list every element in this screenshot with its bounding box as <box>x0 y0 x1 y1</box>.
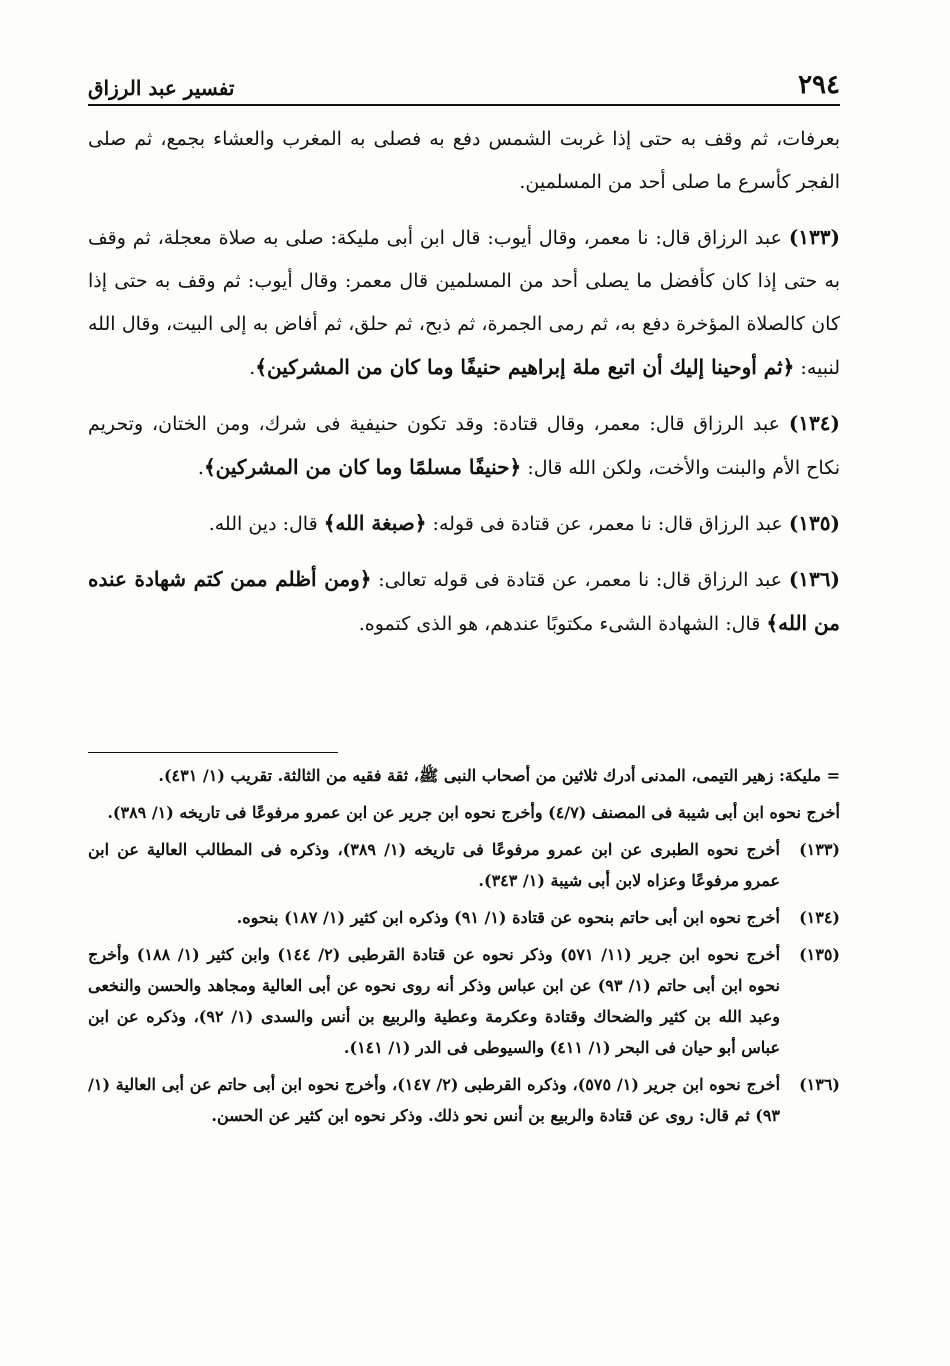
entry-after: قال: الشهادة الشىء مكتوبًا عندهم، هو الذى كتموه. <box>358 613 761 635</box>
entry-text: عبد الرزاق قال: نا معمر، عن قتادة فى قوله: <box>432 513 783 535</box>
entry-after: قال: دين الله. <box>208 513 318 535</box>
entry-number: (١٣٣) <box>788 225 840 249</box>
entry-133 <box>88 216 840 390</box>
book-page <box>88 0 840 1366</box>
footnote-label: (١٣٦) <box>799 1075 840 1094</box>
page-number: ٢٩٤ <box>798 70 840 100</box>
entry-136 <box>88 558 840 646</box>
footnote-divider <box>88 752 338 753</box>
entry-after: . <box>249 357 256 379</box>
footnote-text: أخرج نحوه ابن أبى شيبة فى المصنف (٤/٧) وأخرج نحوه ابن جرير عن ابن عمرو مرفوعًا فى تاريخه (١/ ٣٨٩). <box>107 803 840 822</box>
main-text <box>88 118 840 658</box>
footnote-text: أخرج نحوه ابن جرير (١١/ ٥٧١) وذكر نحوه عن قتادة القرطبى (٢/ ١٤٤) وابن كثير (١/ ١٨٨) وأخرج نحوه ابن أبى حاتم (١/ ٩٣) عن ابن عباس وذكر أنه روى نحوه عن أبى العالية ومجاهد والحسن والنخعى وعبد الله بن كثير والضحاك وقتادة وعكرمة وعطية والربيع بن أنس والسدى (١/ ٩٢)، وذكره عن ابن عباس أبو حيان فى البحر (١/ ٤١١) والسيوطى فى الدر (١/ ١٤١). <box>88 945 781 1057</box>
footnote-item <box>88 939 840 1063</box>
page-header <box>88 60 840 106</box>
footnote-item <box>88 902 840 933</box>
entry-text: عبد الرزاق قال: نا معمر، عن قتادة فى قوله تعالى: <box>378 569 783 591</box>
book-title: تفسير عبد الرزاق <box>88 76 235 100</box>
footnote-label: (١٣٤) <box>799 908 840 927</box>
quran-quote: ﴿صبغة الله﴾ <box>323 511 427 535</box>
quran-quote: ﴿ومن أظلم ممن كتم شهادة عنده من الله﴾ <box>88 567 840 635</box>
footnote-text: أخرج نحوه ابن جرير (١/ ٥٧٥)، وذكره القرطبى (٢/ ١٤٧)، وأخرج نحوه ابن أبى حاتم عن أبى العالية (١/ ٩٣) ثم قال: روى عن قتادة والربيع بن أنس نحو ذلك. وذكر نحوه ابن كثير عن الحسن. <box>88 1075 781 1125</box>
footnote-text: أخرج نحوه ابن أبى حاتم بنحوه عن قتادة (١/ ٩١) وذكره ابن كثير (١/ ١٨٧) بنحوه. <box>236 908 780 927</box>
footnote-label: (١٣٣) <box>799 840 840 859</box>
footnote-item <box>88 834 840 896</box>
entry-text: عبد الرزاق قال: نا معمر، وقال أيوب: قال ابن أبى مليكة: صلى به صلاة معجلة، ثم وقف به حتى إذا كان كأفضل ما يصلى أحد من المسلمين قال معمر: وقال أيوب: ثم وقف به حتى إذا كان كالصلاة المؤخرة دفع به، ثم رمى الجمرة، ثم ذبح، ثم حلق، ثم أفاض به إلى البيت، وقال الله لنبيه: <box>88 227 840 379</box>
footnote-item <box>88 760 840 791</box>
footnote-item <box>88 797 840 828</box>
footnote-text: أخرج نحوه الطبرى عن ابن عمرو مرفوعًا فى تاريخه (١/ ٣٨٩)، وذكره فى المطالب العالية عن ابن عمرو مرفوعًا وعزاه لابن أبى شيبة (١/ ٣٤٣). <box>88 840 780 890</box>
entry-number: (١٣٥) <box>788 511 840 535</box>
footnote-label: (١٣٥) <box>799 945 840 964</box>
entry-number: (١٣٤) <box>788 411 840 435</box>
quran-quote: ﴿حنيفًا مسلمًا وما كان من المشركين﴾ <box>203 455 522 479</box>
footnote-text: = مليكة: زهير التيمى، المدنى أدرك ثلاثين من أصحاب النبى ﷺ، ثقة فقيه من الثالثة. تقريب (١/ ٤٣١). <box>158 766 840 785</box>
quran-quote: ﴿ثم أوحينا إليك أن اتبع ملة إبراهيم حنيفًا وما كان من المشركين﴾ <box>255 355 795 379</box>
entry-number: (١٣٦) <box>788 567 840 591</box>
footnotes <box>88 760 840 1137</box>
intro-paragraph: بعرفات، ثم وقف به حتى إذا غربت الشمس دفع به فصلى به المغرب والعشاء بجمع، ثم صلى الفجر كأسرع ما صلى أحد من المسلمين. <box>88 128 840 193</box>
entry-text: عبد الرزاق قال: معمر، وقال قتادة: وقد تكون حنيفية فى شرك، ومن الختان، وتحريم نكاح الأم والبنت والأخت، ولكن الله قال: <box>88 413 840 479</box>
entry-after: . <box>197 457 204 479</box>
footnote-item <box>88 1069 840 1131</box>
entry-135 <box>88 502 840 546</box>
entry-134 <box>88 402 840 490</box>
